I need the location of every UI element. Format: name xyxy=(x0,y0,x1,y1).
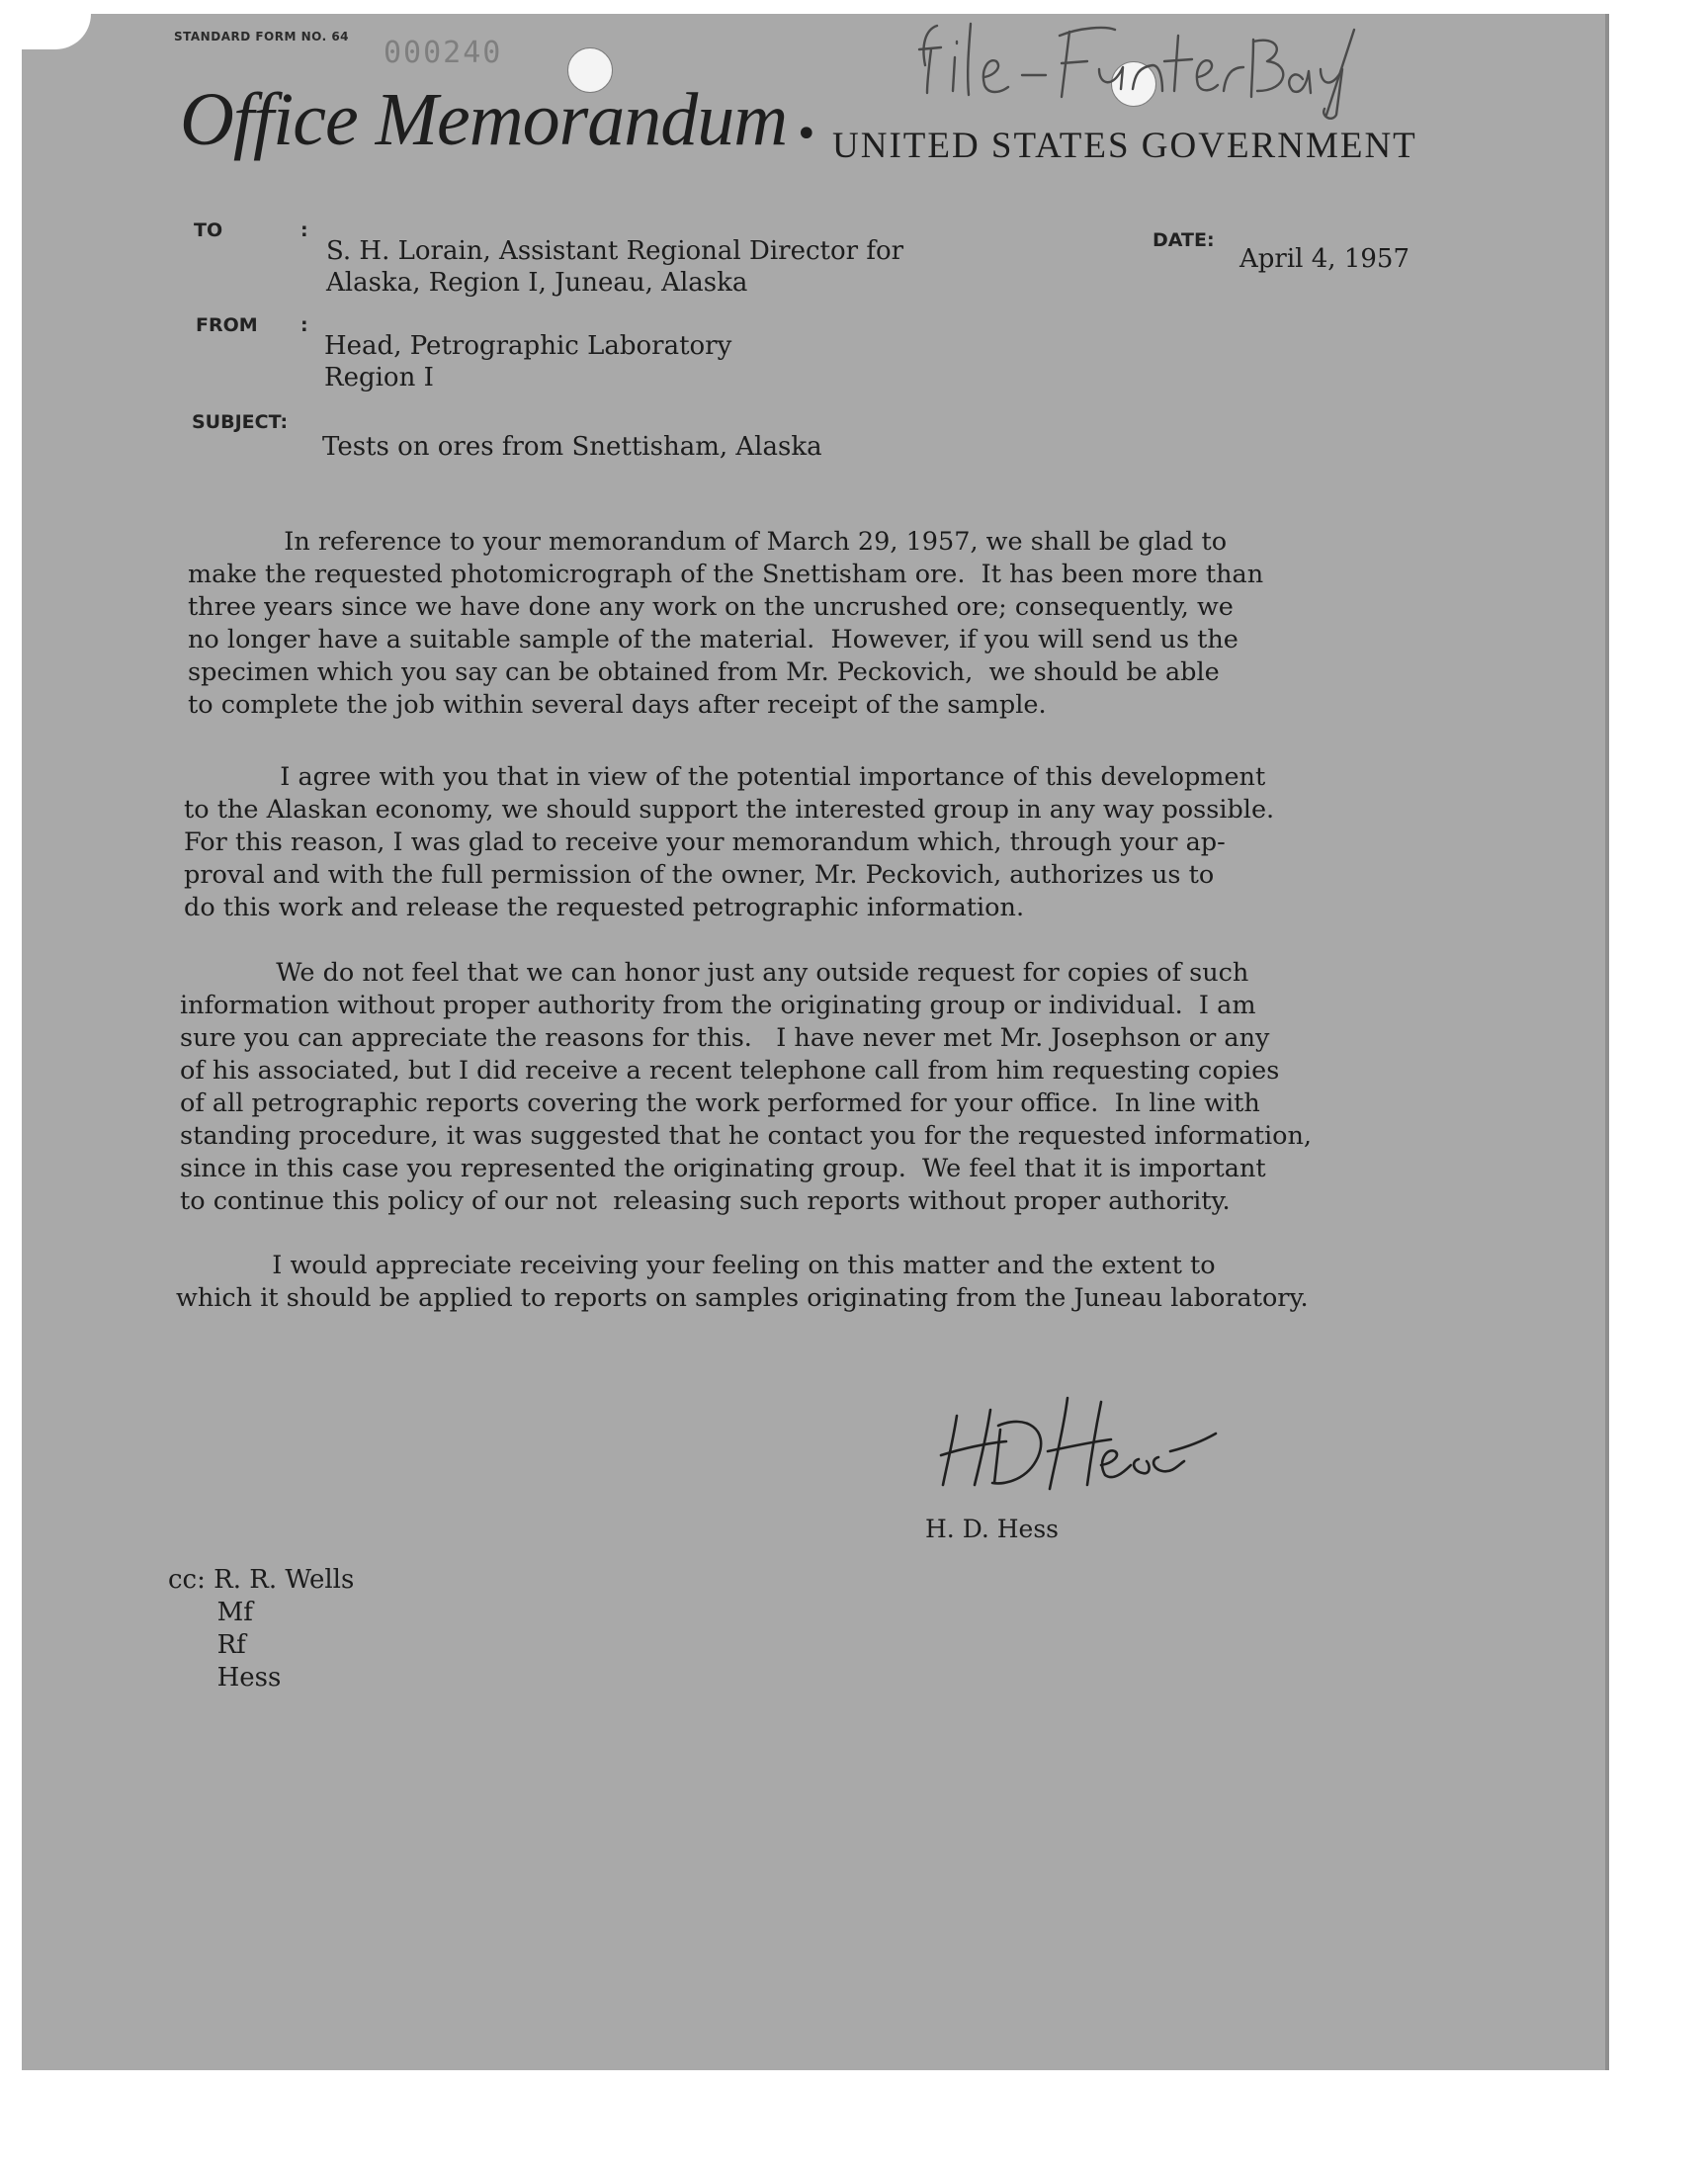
subject-value: Tests on ores from Snettisham, Alaska xyxy=(322,432,822,462)
body-line: which it should be applied to reports on samples originating from the Juneau laboratory. xyxy=(176,1283,1309,1313)
body-line: to continue this policy of our not releasing such reports without proper authority. xyxy=(180,1186,1231,1216)
cc-line: Mf xyxy=(168,1598,253,1627)
cc-list xyxy=(168,1564,354,1695)
handwritten-file-note xyxy=(911,6,1386,125)
body-line: information without proper authority from the originating group or individual. I am xyxy=(180,991,1256,1020)
body-line: since in this case you represented the originating group. We feel that it is important xyxy=(180,1154,1266,1183)
from-line-1: Head, Petrographic Laboratory xyxy=(324,331,732,361)
body-paragraph-1 xyxy=(188,526,1493,722)
to-label: TO xyxy=(194,219,223,241)
date-label: DATE: xyxy=(1153,229,1215,251)
body-line: We do not feel that we can honor just any outside request for copies of such xyxy=(180,958,1249,988)
signature-hd-hess xyxy=(927,1386,1224,1505)
cc-line: Hess xyxy=(168,1663,282,1693)
body-line: I agree with you that in view of the potential importance of this development xyxy=(184,762,1266,792)
body-paragraph-2 xyxy=(184,761,1489,924)
memo-title: Office Memorandum xyxy=(180,78,788,161)
body-line: do this work and release the requested petrographic information. xyxy=(184,893,1025,922)
cc-line: cc: R. R. Wells xyxy=(168,1565,355,1595)
to-line-1: S. H. Lorain, Assistant Regional Director for xyxy=(326,236,904,266)
standard-form-number: STANDARD FORM NO. 64 xyxy=(174,30,350,44)
body-line: to the Alaskan economy, we should support the interested group in any way possible. xyxy=(184,795,1275,825)
body-line: proval and with the full permission of the owner, Mr. Peckovich, authorizes us to xyxy=(184,860,1215,890)
to-colon: : xyxy=(300,219,308,241)
memo-subtitle: UNITED STATES GOVERNMENT xyxy=(832,126,1417,166)
file-stamp-number: 000240 xyxy=(384,36,503,70)
cc-line: Rf xyxy=(168,1630,246,1660)
title-separator: • xyxy=(795,112,818,157)
body-line: three years since we have done any work on the uncrushed ore; consequently, we xyxy=(188,592,1234,622)
date-value: April 4, 1957 xyxy=(1239,244,1409,274)
body-line: standing procedure, it was suggested that he contact you for the requested information, xyxy=(180,1121,1313,1151)
signer-name: H. D. Hess xyxy=(925,1515,1059,1543)
from-label: FROM xyxy=(196,314,258,336)
subject-label: SUBJECT: xyxy=(192,411,289,433)
body-line: no longer have a suitable sample of the material. However, if you will send us the xyxy=(188,625,1238,654)
body-paragraph-3 xyxy=(180,957,1485,1218)
body-line: of his associated, but I did receive a recent telephone call from him requesting copies xyxy=(180,1056,1280,1086)
body-line: of all petrographic reports covering the work performed for your office. In line with xyxy=(180,1088,1260,1118)
body-line: sure you can appreciate the reasons for this. I have never met Mr. Josephson or any xyxy=(180,1023,1270,1053)
torn-corner xyxy=(22,14,91,49)
from-colon: : xyxy=(300,314,308,336)
to-line-2: Alaska, Region I, Juneau, Alaska xyxy=(326,268,748,298)
body-paragraph-4 xyxy=(176,1250,1481,1315)
from-line-2: Region I xyxy=(324,363,434,392)
body-line: In reference to your memorandum of March 29, 1957, we shall be glad to xyxy=(188,527,1228,557)
body-line: to complete the job within several days after receipt of the sample. xyxy=(188,690,1047,720)
body-line: make the requested photomicrograph of the Snettisham ore. It has been more than xyxy=(188,560,1264,589)
body-line: I would appreciate receiving your feeling on this matter and the extent to xyxy=(176,1251,1216,1280)
body-line: For this reason, I was glad to receive your memorandum which, through your ap- xyxy=(184,827,1226,857)
body-line: specimen which you say can be obtained from Mr. Peckovich, we should be able xyxy=(188,657,1220,687)
